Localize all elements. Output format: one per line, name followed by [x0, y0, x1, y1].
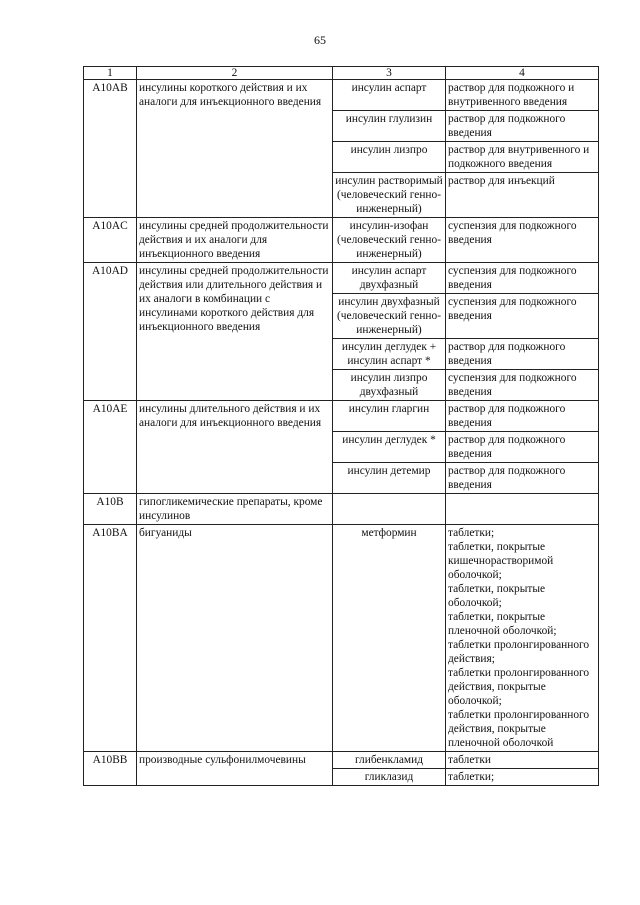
page-number: 65	[314, 33, 326, 47]
table-row	[84, 769, 599, 786]
table-row	[84, 525, 599, 752]
table-row	[84, 218, 599, 263]
atc-code: A10AE	[84, 401, 137, 494]
dosage-form: таблетки;	[446, 769, 599, 786]
dosage-form: таблетки, покрытые оболочкой;	[448, 583, 546, 609]
table-row	[84, 752, 599, 769]
drug-name: глибенкламид	[333, 752, 446, 769]
table-row	[84, 401, 599, 432]
drug-name: инсулин лизпро двухфазный	[333, 370, 446, 401]
atc-code: A10BA	[84, 525, 137, 752]
drug-name: инсулин лизпро	[333, 142, 446, 173]
column-header: 3	[333, 67, 446, 80]
dosage-form: таблетки, покрытые пленочной оболочкой;	[448, 611, 557, 637]
dosage-form: раствор для подкожного введения	[446, 111, 599, 142]
group-name: бигуаниды	[137, 525, 333, 752]
dosage-form: раствор для подкожного введения	[446, 339, 599, 370]
dosage-forms	[446, 525, 599, 752]
dosage-form: раствор для внутривенного и подкожного введения	[446, 142, 599, 173]
dosage-form: раствор для подкожного введения	[446, 432, 599, 463]
drug-name: инсулин аспарт	[333, 80, 446, 111]
group-name: инсулины средней продолжительности действия и их аналоги для инъекционного введения	[137, 218, 333, 263]
dosage-form: суспензия для подкожного введения	[446, 263, 599, 294]
atc-code: A10BB	[84, 752, 137, 769]
column-header: 1	[84, 67, 137, 80]
group-name: производные сульфонилмочевины	[137, 752, 333, 769]
drug-table	[83, 66, 599, 786]
drug-name: инсулин глулизин	[333, 111, 446, 142]
drug-name: инсулин-изофан (человеческий генно-инженерный)	[333, 218, 446, 263]
dosage-form: раствор для инъекций	[446, 173, 599, 218]
dosage-form: таблетки пролонгированного действия;	[448, 639, 590, 665]
drug-name: инсулин деглудек + инсулин аспарт *	[333, 339, 446, 370]
drug-name: инсулин аспарт двухфазный	[333, 263, 446, 294]
dosage-form: суспензия для подкожного введения	[446, 218, 599, 263]
header-row	[84, 67, 599, 80]
atc-code: A10AD	[84, 263, 137, 401]
group-name: инсулины короткого действия и их аналоги для инъекционного введения	[137, 80, 333, 218]
group-name: гипогликемические препараты, кроме инсулинов	[137, 494, 333, 525]
dosage-form: раствор для подкожного и внутривенного введения	[446, 80, 599, 111]
dosage-form: таблетки пролонгированного действия, покрытые пленочной оболочкой	[448, 709, 590, 749]
atc-code: A10B	[84, 494, 137, 525]
dosage-form: раствор для подкожного введения	[446, 463, 599, 494]
dosage-form: таблетки, покрытые кишечнорастворимой оболочкой;	[448, 541, 554, 581]
drug-name: инсулин растворимый (человеческий генно-инженерный)	[333, 173, 446, 218]
table-row	[84, 80, 599, 111]
drug-name: гликлазид	[333, 769, 446, 786]
drug-name: инсулин двухфазный (человеческий генно-инженерный)	[333, 294, 446, 339]
empty-cell	[84, 769, 137, 786]
drug-name: метформин	[333, 525, 446, 752]
dosage-form: суспензия для подкожного введения	[446, 294, 599, 339]
empty-cell	[137, 769, 333, 786]
drug-name: инсулин деглудек *	[333, 432, 446, 463]
empty-cell	[333, 494, 446, 525]
atc-code: A10AB	[84, 80, 137, 218]
table-row	[84, 494, 599, 525]
drug-name: инсулин детемир	[333, 463, 446, 494]
dosage-form: таблетки;	[448, 527, 495, 539]
group-name: инсулины средней продолжительности действия или длительного действия и их аналоги в комбинации с инсулинами короткого действия для инъекционного введения	[137, 263, 333, 401]
dosage-form: раствор для подкожного введения	[446, 401, 599, 432]
column-header: 2	[137, 67, 333, 80]
dosage-form: таблетки	[446, 752, 599, 769]
dosage-form: таблетки пролонгированного действия, покрытые оболочкой;	[448, 667, 590, 707]
atc-code: A10AC	[84, 218, 137, 263]
dosage-form: суспензия для подкожного введения	[446, 370, 599, 401]
drug-name: инсулин гларгин	[333, 401, 446, 432]
column-header: 4	[446, 67, 599, 80]
group-name: инсулины длительного действия и их аналоги для инъекционного введения	[137, 401, 333, 494]
empty-cell	[446, 494, 599, 525]
table-row	[84, 263, 599, 294]
